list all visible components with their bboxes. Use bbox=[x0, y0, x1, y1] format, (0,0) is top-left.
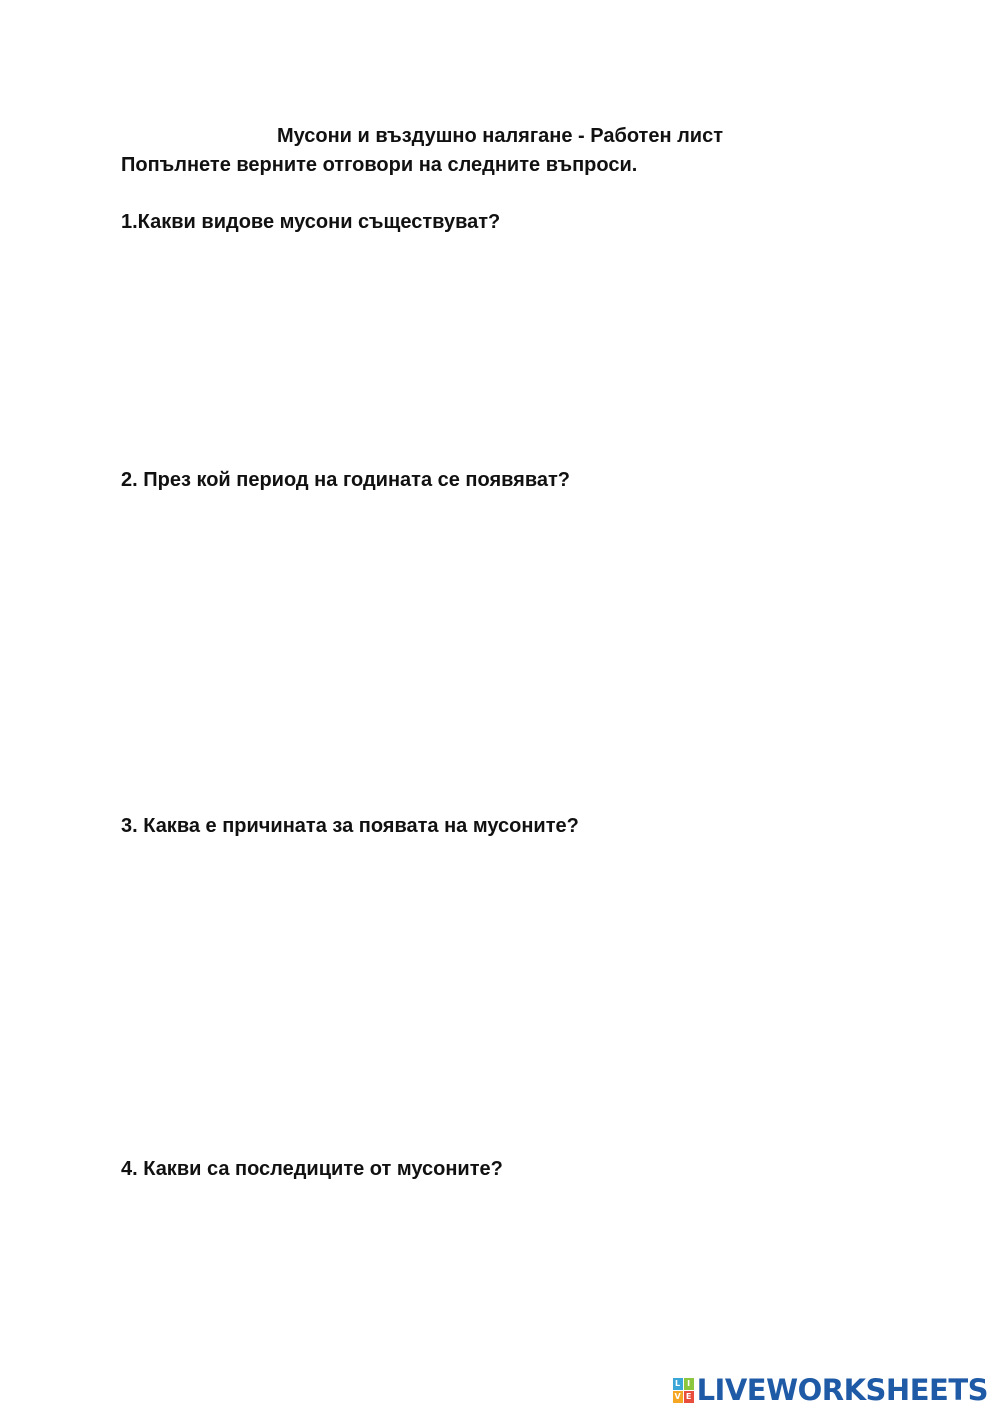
logo-tile-e: E bbox=[684, 1391, 694, 1403]
question-2: 2. През кой период на годината се появяват? bbox=[121, 469, 571, 491]
question-4: 4. Какви са последиците от мусоните? bbox=[121, 1158, 503, 1180]
answer-area-1[interactable] bbox=[121, 245, 881, 445]
liveworksheets-brand[interactable] bbox=[673, 1374, 988, 1406]
answer-area-2[interactable] bbox=[121, 503, 881, 793]
brand-name: LIVEWORKSHEETS bbox=[696, 1373, 988, 1407]
answer-area-3[interactable] bbox=[121, 849, 881, 1134]
worksheet-instructions: Попълнете верните отговори на следните въпроси. bbox=[121, 154, 638, 176]
question-1: 1.Какви видове мусони съществуват? bbox=[121, 211, 501, 233]
worksheet-title: Мусони и въздушно налягане - Работен лист bbox=[276, 125, 724, 147]
logo-tile-i: I bbox=[684, 1378, 694, 1390]
logo-tile-l: L bbox=[673, 1378, 683, 1390]
question-3: 3. Каква е причината за появата на мусоните? bbox=[121, 815, 579, 837]
logo-tile-v: V bbox=[674, 1391, 681, 1401]
answer-area-4[interactable] bbox=[121, 1192, 881, 1352]
liveworksheets-logo-icon bbox=[673, 1378, 694, 1403]
